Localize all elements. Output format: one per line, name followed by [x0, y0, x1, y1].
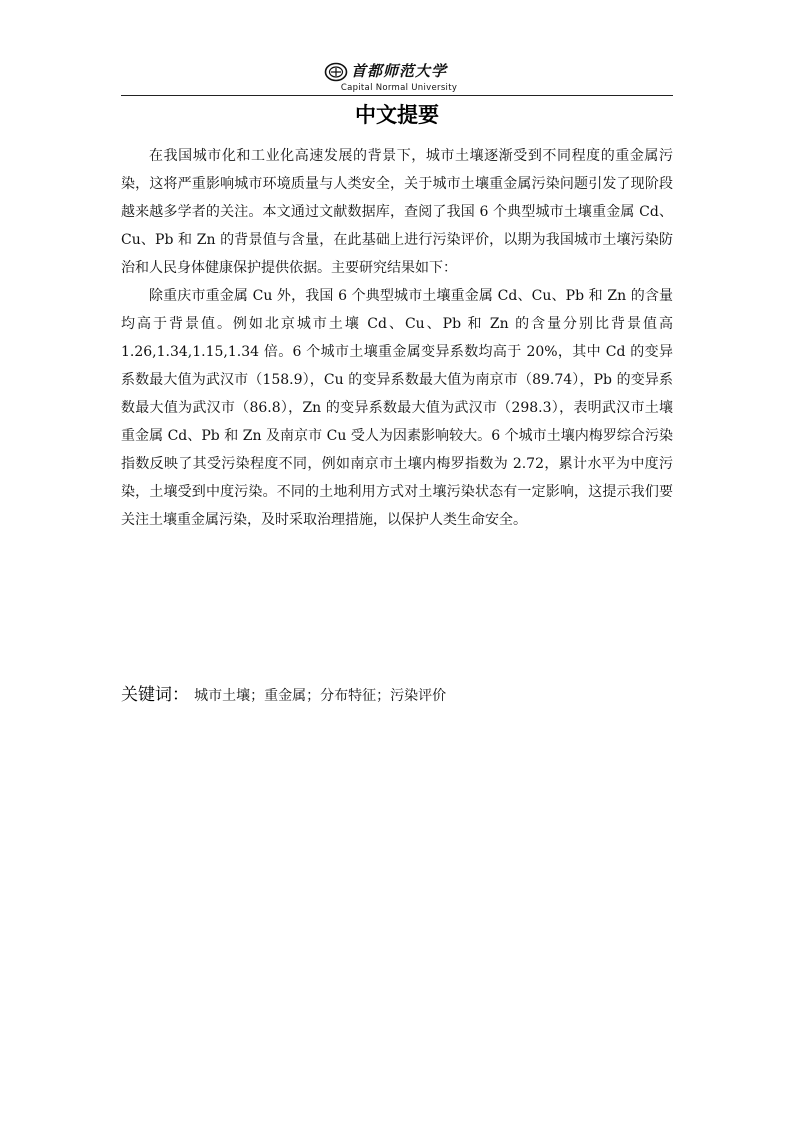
university-logo: [324, 60, 474, 94]
page-header: [121, 56, 673, 96]
abstract-body: [121, 142, 673, 534]
university-name-en: Capital Normal University: [340, 83, 458, 93]
keywords-line: [121, 680, 673, 705]
abstract-paragraph-1: 在我国城市化和工业化高速发展的背景下，城市土壤逐渐受到不同程度的重金属污染，这将严重影响城市环境质量与人类安全，关于城市土壤重金属污染问题引发了现阶段越来越多学者的关注。本文通过文献数据库，查阅了我国 6 个典型城市土壤重金属 Cd、Cu、Pb 和 Zn 的背景值与含量，在此基础上进行污染评价，以期为我国城市土壤污染防治和人民身体健康保护提供依据。主要研究结果如下：: [121, 148, 673, 276]
university-emblem-icon: [324, 62, 348, 82]
keywords-text: 城市土壤；重金属；分布特征；污染评价: [194, 688, 447, 704]
university-name-cn: 首都师范大学: [351, 62, 448, 80]
keywords-label: 关键词：: [121, 685, 189, 705]
header-divider: [121, 95, 673, 96]
abstract-paragraph-2: 除重庆市重金属 Cu 外，我国 6 个典型城市土壤重金属 Cd、Cu、Pb 和 Zn 的含量均高于背景值。例如北京城市土壤 Cd、Cu、Pb 和 Zn 的含量分别比背景值高 1.26,1.34,1.15,1.34 倍。6 个城市土壤重金属变异系数均高于 20%，其中 Cd 的变异系数最大值为武汉市（158.9），Cu 的变异系数最大值为南京市（89.74），Pb 的变异系数最大值为武汉市（86.8），Zn 的变异系数最大值为武汉市（298.3），表明武汉市土壤重金属 Cd、Pb 和 Zn 及南京市 Cu 受人为因素影响较大。6 个城市土壤内梅罗综合污染指数反映了其受污染程度不同，例如南京市土壤内梅罗指数为 2.72，累计水平为中度污染，土壤受到中度污染。不同的土地利用方式对土壤污染状态有一定影响，这提示我们要关注土壤重金属污染，及时采取治理措施，以保护人类生命安全。: [121, 288, 673, 528]
page-title: 中文提要: [355, 103, 439, 127]
